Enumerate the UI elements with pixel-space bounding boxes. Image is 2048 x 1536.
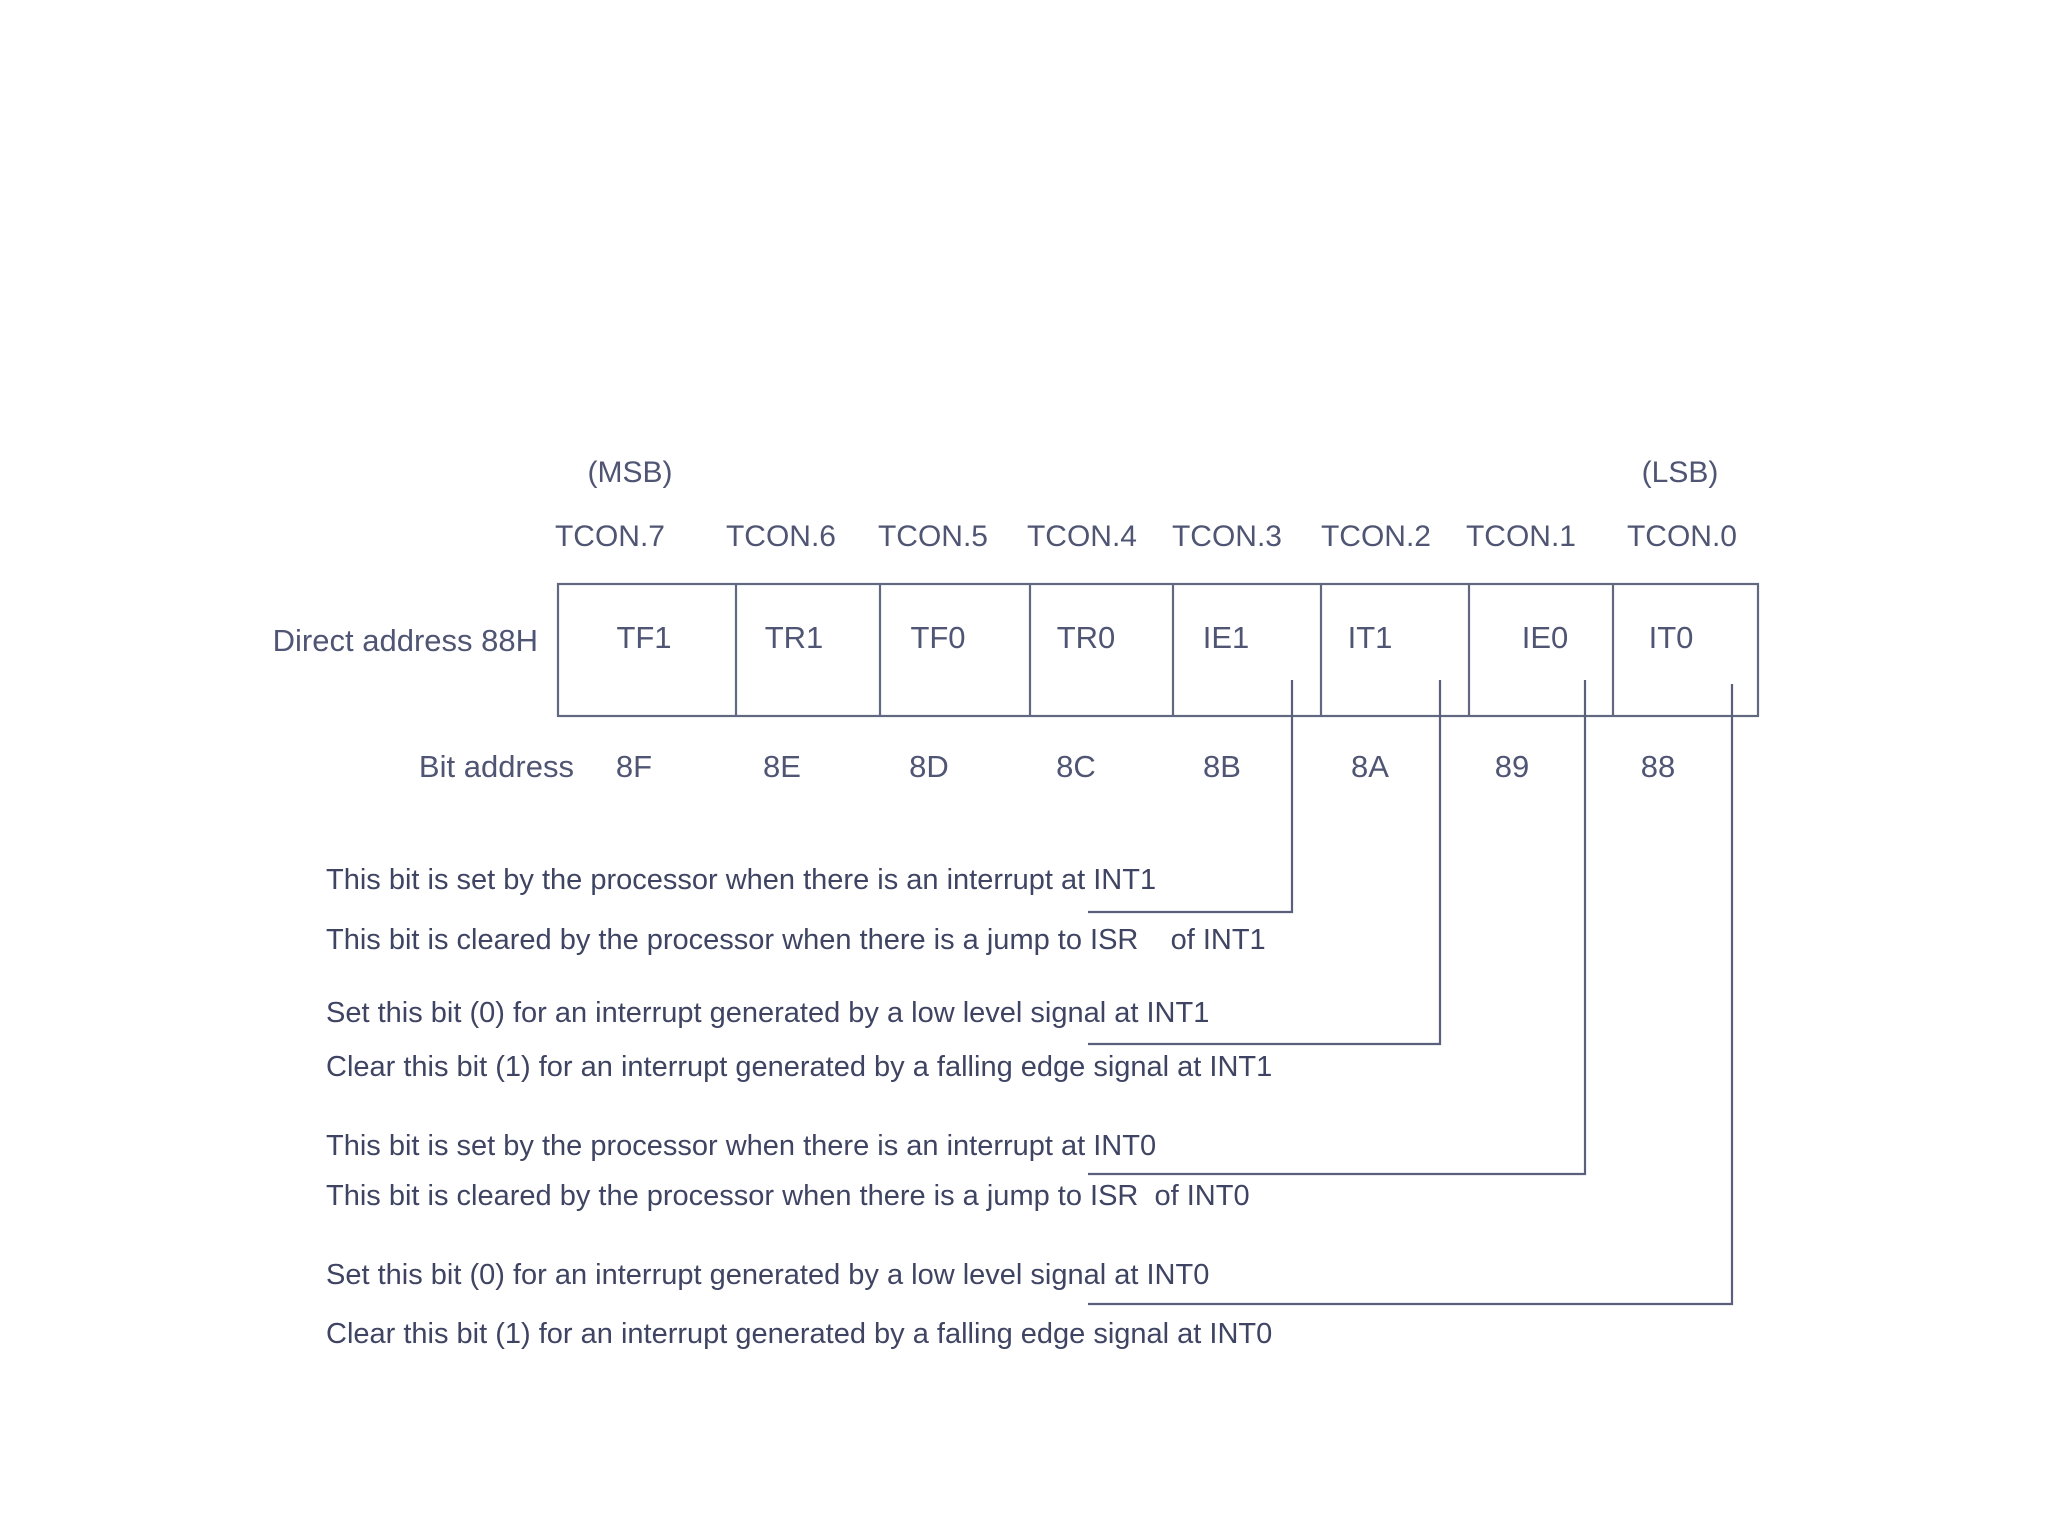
bit-name: TCON.0	[1626, 520, 1738, 553]
bit-field-cell: TF1	[616, 620, 672, 655]
bit-address-row	[616, 749, 1675, 784]
bit-address: 8D	[909, 749, 949, 784]
bit-address: 8E	[763, 749, 801, 784]
bit-field-row	[616, 620, 1693, 655]
leader-line-it1	[1088, 680, 1440, 1044]
description-line: This bit is cleared by the processor when there is a jump to ISR of INT0	[326, 1180, 1250, 1212]
bit-field-cell: IT0	[1648, 620, 1694, 655]
bit-field-cell: IE1	[1202, 620, 1250, 655]
bit-field-cell: IE0	[1521, 620, 1569, 655]
description-line: This bit is set by the processor when there is an interrupt at INT1	[326, 864, 1157, 896]
bit-name: TCON.3	[1171, 520, 1283, 553]
bit-name: TCON.5	[877, 520, 989, 553]
description-it1	[326, 997, 1272, 1083]
bit-name: TCON.6	[725, 520, 837, 553]
bit-address: 8C	[1056, 749, 1096, 784]
bit-address: 8B	[1203, 749, 1241, 784]
bit-name: TCON.1	[1465, 520, 1577, 553]
bit-name: TCON.2	[1320, 520, 1432, 553]
description-line: Set this bit (0) for an interrupt generated by a low level signal at INT0	[326, 1259, 1210, 1291]
bit-address-label: Bit address	[418, 749, 574, 784]
register-outline	[558, 584, 1758, 716]
description-line: Clear this bit (1) for an interrupt generated by a falling edge signal at INT1	[326, 1051, 1273, 1083]
bit-address: 88	[1640, 749, 1676, 784]
bit-field-cell: IT1	[1347, 620, 1393, 655]
bit-name-row	[555, 520, 1737, 553]
bit-address: 89	[1494, 749, 1530, 784]
bit-name: TCON.4	[1026, 520, 1138, 553]
bit-address: 8F	[615, 749, 653, 784]
description-line: Set this bit (0) for an interrupt generated by a low level signal at INT1	[326, 997, 1210, 1029]
msb-label: (MSB)	[587, 456, 673, 489]
description-line: This bit is cleared by the processor when there is a jump to ISR of INT1	[326, 924, 1266, 956]
description-line: This bit is set by the processor when there is an interrupt at INT0	[326, 1130, 1157, 1162]
description-ie1	[326, 864, 1266, 956]
bit-field-cell: TR0	[1056, 620, 1116, 655]
bit-address: 8A	[1351, 749, 1389, 784]
bit-field-cell: TR1	[764, 620, 824, 655]
register-box	[558, 584, 1758, 716]
register-address-label: Direct address 88H	[272, 623, 538, 658]
bit-field-cell: TF0	[910, 620, 966, 655]
description-line: Clear this bit (1) for an interrupt generated by a falling edge signal at INT0	[326, 1318, 1273, 1350]
lsb-label: (LSB)	[1641, 456, 1719, 489]
bit-name: TCON.7	[554, 520, 666, 553]
description-ie0	[326, 1130, 1250, 1212]
